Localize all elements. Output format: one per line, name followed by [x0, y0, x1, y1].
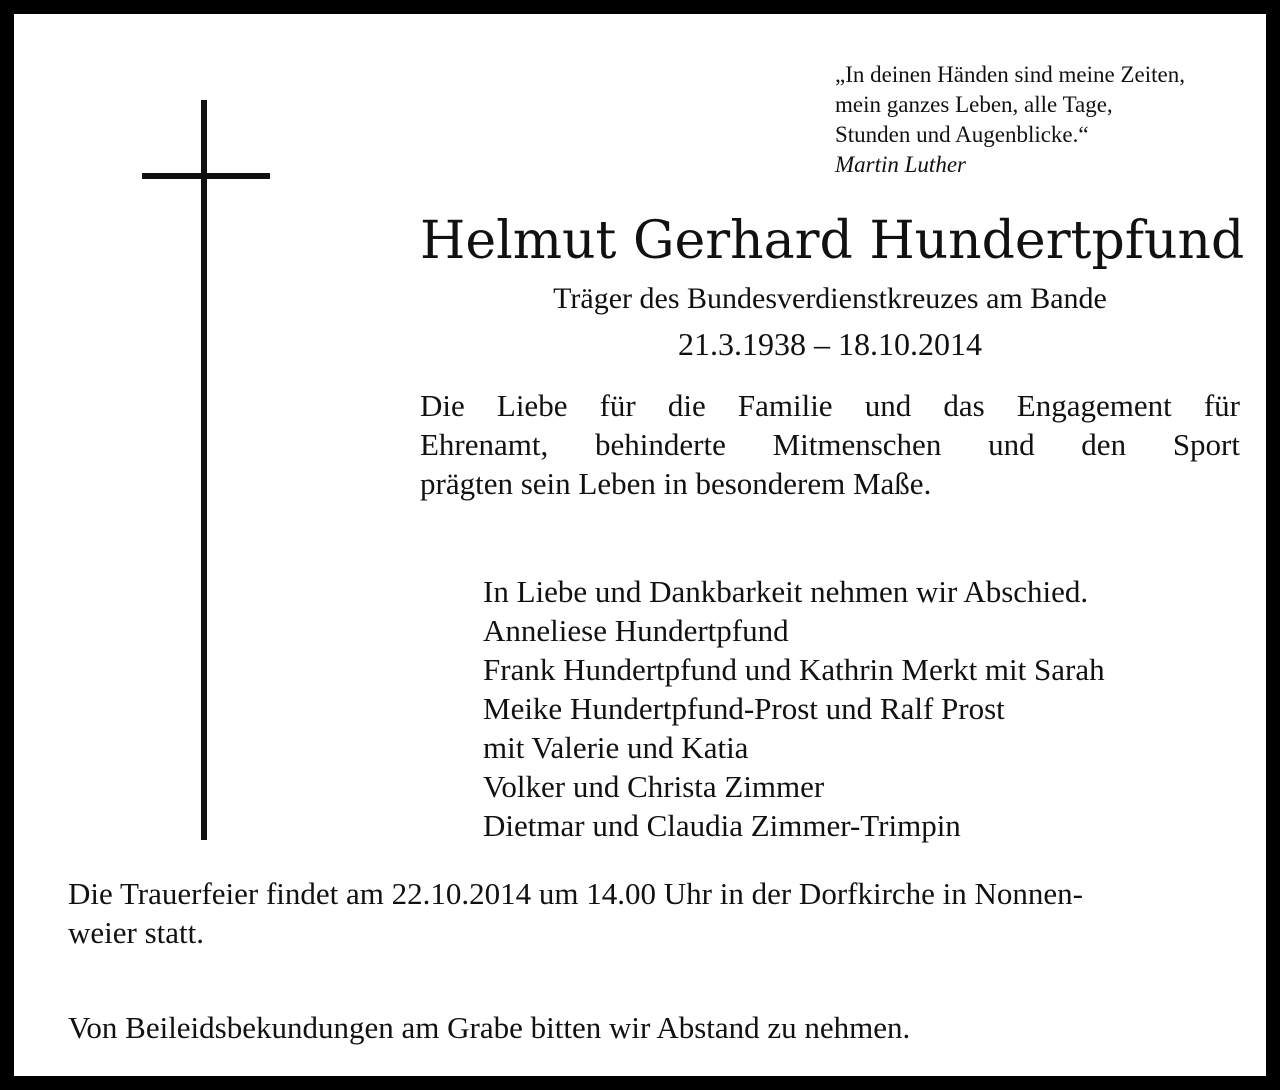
life-dates: 21.3.1938 – 18.10.2014	[678, 326, 982, 362]
bio-line: Ehrenamt, behinderte Mitmenschen und den Sport	[420, 427, 1240, 462]
condolence-note: Von Beileidsbekundungen am Grabe bitten wir Abstand zu nehmen.	[68, 1010, 911, 1045]
bio-line: Die Liebe für die Familie und das Engagement für	[420, 388, 1240, 423]
cross-icon	[201, 100, 207, 840]
mourner-name: Meike Hundertpfund-Prost und Ralf Prost	[483, 691, 1005, 726]
quote-author: Martin Luther	[835, 152, 966, 177]
mourner-name: Volker und Christa Zimmer	[483, 769, 825, 804]
quote-line: Stunden und Augenblicke.“	[835, 122, 1089, 147]
ceremony-line: Die Trauerfeier findet am 22.10.2014 um 14.00 Uhr in der Dorfkirche in Nonnen-	[68, 876, 1084, 911]
quote-line: „In deinen Händen sind meine Zeiten,	[835, 62, 1185, 87]
quote-line: mein ganzes Leben, alle Tage,	[835, 92, 1113, 117]
cross-icon-crossbar	[142, 173, 270, 179]
deceased-name: Helmut Gerhard Hundertpfund	[420, 211, 1245, 271]
biography-text	[420, 386, 1240, 503]
mourner-name: mit Valerie und Katia	[483, 730, 749, 765]
farewell-line: In Liebe und Dankbarkeit nehmen wir Abschied.	[483, 574, 1089, 609]
mourner-name: Frank Hundertpfund und Kathrin Merkt mit Sarah	[483, 652, 1105, 687]
obituary-notice	[14, 14, 1266, 1076]
ceremony-line: weier statt.	[68, 915, 205, 950]
deceased-honor: Träger des Bundesverdienstkreuzes am Bande	[553, 282, 1107, 315]
mourners-list	[483, 572, 1243, 845]
bio-line: prägten sein Leben in besonderem Maße.	[420, 466, 932, 501]
mourner-name: Anneliese Hundertpfund	[483, 613, 789, 648]
funeral-service-info	[68, 874, 1240, 952]
mourner-name: Dietmar und Claudia Zimmer-Trimpin	[483, 808, 961, 843]
epigraph-quote	[835, 60, 1255, 180]
